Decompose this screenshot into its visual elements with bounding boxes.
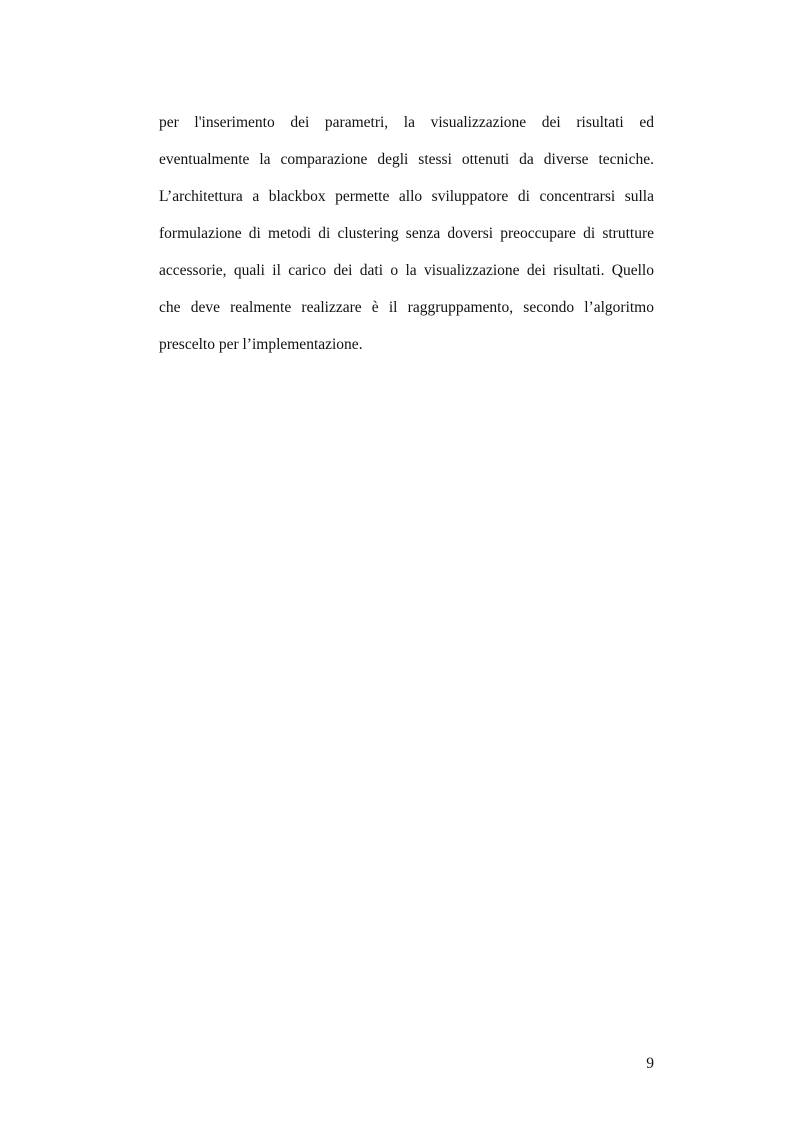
page-number: 9 (646, 1055, 654, 1072)
paragraph-line: prescelto per l’implementazione. (159, 336, 363, 353)
paragraph-line: formulazione di metodi di clustering senza doversi preoccupare di strutture (159, 225, 654, 242)
paragraph-line: per l'inserimento dei parametri, la visualizzazione dei risultati ed (159, 114, 654, 131)
paragraph-line: L’architettura a blackbox permette allo sviluppatore di concentrarsi sulla (159, 188, 654, 205)
paragraph-line: che deve realmente realizzare è il raggruppamento, secondo l’algoritmo (159, 299, 654, 316)
paragraph-line: accessorie, quali il carico dei dati o la visualizzazione dei risultati. Quello (159, 262, 654, 279)
paragraph-line: eventualmente la comparazione degli stessi ottenuti da diverse tecniche. (159, 151, 654, 168)
body-paragraph (159, 108, 654, 367)
